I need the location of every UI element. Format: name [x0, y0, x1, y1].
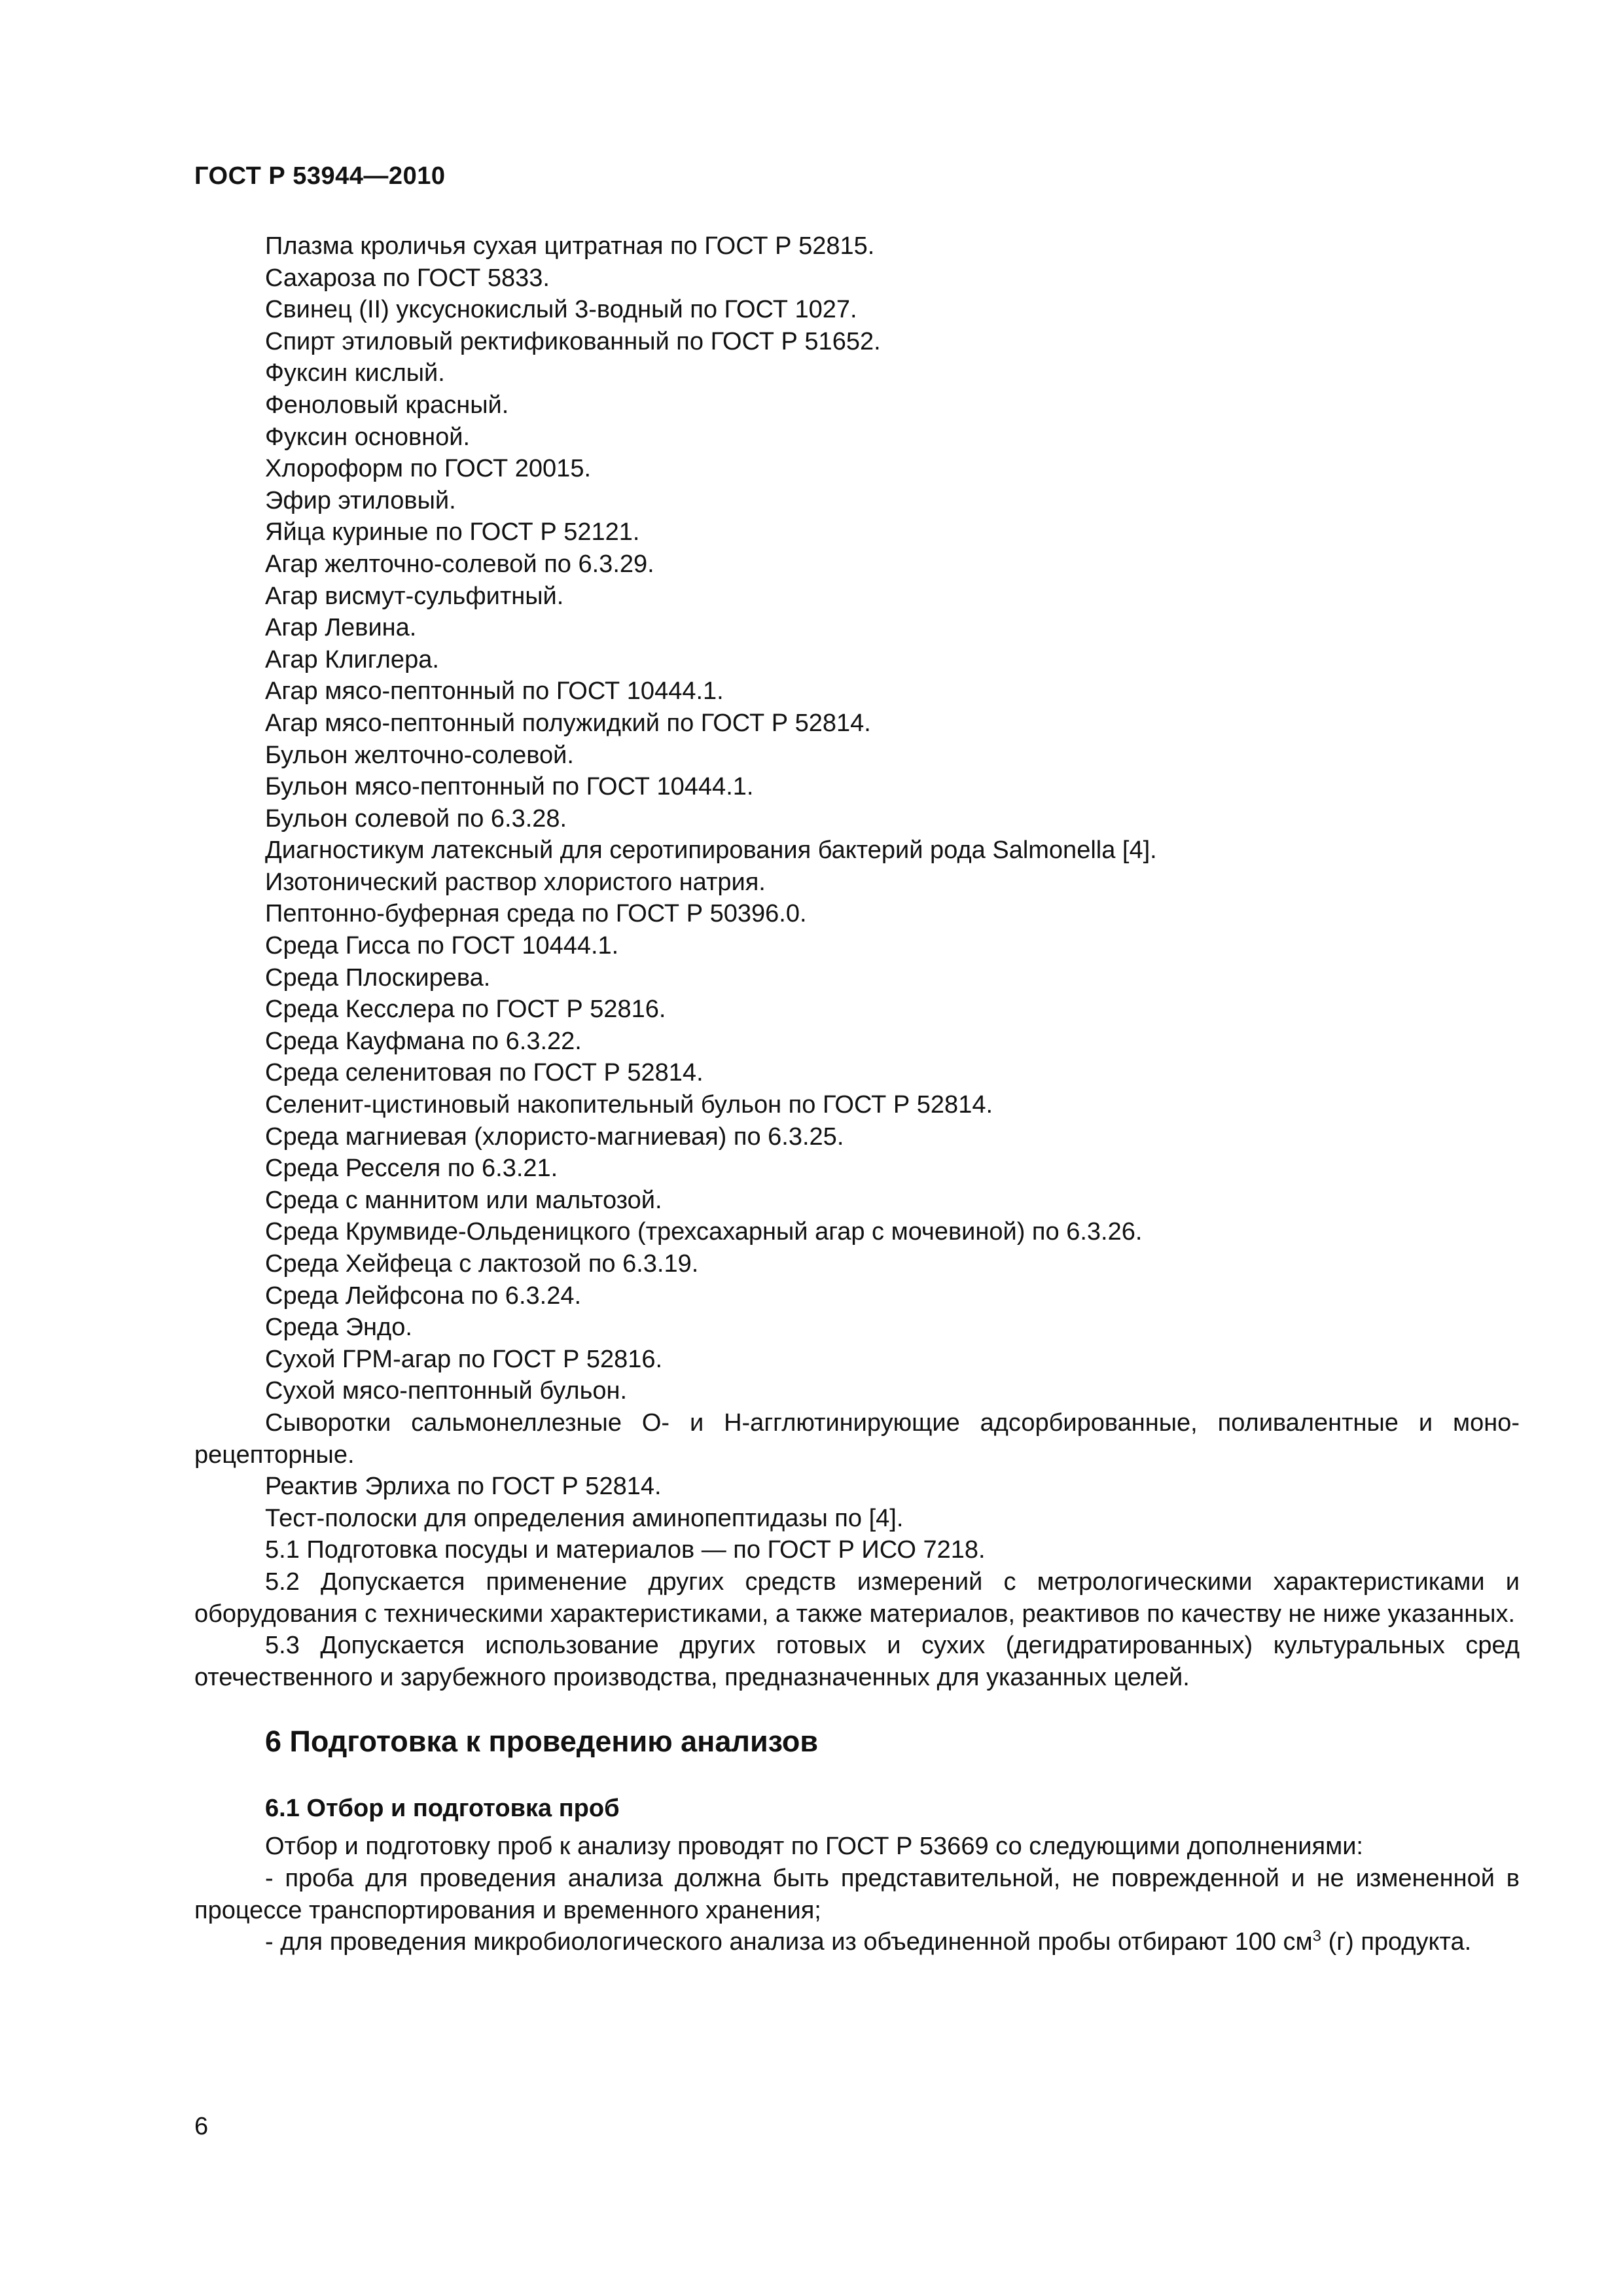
reagent-item: Сухой мясо-пептонный бульон. — [265, 1377, 628, 1405]
reagent-item: Пептонно-буферная среда по ГОСТ Р 50396.0. — [265, 900, 807, 928]
item-2-text-after: (г) продукта. — [1321, 1928, 1472, 1956]
section-6-1-title: 6.1 Отбор и подготовка проб — [265, 1795, 620, 1823]
reagent-item: Среда Лейфсона по 6.3.24. — [265, 1282, 582, 1310]
reagent-item: Селенит-цистиновый накопительный бульон по ГОСТ Р 52814. — [265, 1091, 993, 1119]
reagent-item: Среда Кауфмана по 6.3.22. — [265, 1027, 582, 1055]
reagent-item: Агар Клиглера. — [265, 645, 439, 673]
reagent-item: Среда Эндо. — [265, 1314, 412, 1342]
reagent-list — [194, 230, 1520, 1407]
paragraph-5-2: 5.2 Допускается применение других средств измерений с метрологическими характеристиками и оборудования с техническими характеристиками, а также материалов, реактивов по качеству не ниже указанных. — [194, 1568, 1520, 1628]
reagent-item: Среда селенитовая по ГОСТ Р 52814. — [265, 1059, 704, 1087]
page-number: 6 — [194, 2113, 209, 2140]
reagent-item: Изотонический раствор хлористого натрия. — [265, 868, 766, 896]
reagent-item: Бульон мясо-пептонный по ГОСТ 10444.1. — [265, 773, 754, 801]
reagent-item: Свинец (II) уксуснокислый 3-водный по ГОСТ 1027. — [265, 296, 857, 324]
reagent-item: Спирт этиловый ректификованный по ГОСТ Р 51652. — [265, 327, 881, 355]
paragraph-5-1: 5.1 Подготовка посуды и материалов — по ГОСТ Р ИСО 7218. — [265, 1536, 986, 1564]
reagent-item: Среда с маннитом или мальтозой. — [265, 1186, 662, 1214]
document-header: ГОСТ Р 53944—2010 — [194, 162, 446, 190]
reagent-item: Хлороформ по ГОСТ 20015. — [265, 455, 592, 483]
reagent-item: Реактив Эрлиха по ГОСТ Р 52814. — [265, 1473, 662, 1501]
reagent-item: Феноловый красный. — [265, 391, 509, 419]
reagent-item: Диагностикум латексный для серотипирования бактерий рода Salmonella [4]. — [265, 836, 1157, 865]
reagent-item: Сахароза по ГОСТ 5833. — [265, 264, 550, 292]
reagent-item: Фуксин кислый. — [265, 359, 445, 387]
paragraph-5-3: 5.3 Допускается использование других готовых и сухих (дегидратированных) культуральных сред отечественного и зарубежного производства, предназначенных для указанных целей. — [194, 1632, 1520, 1691]
superscript-3: 3 — [1312, 1927, 1322, 1945]
reagent-list-2 — [194, 1471, 1520, 1534]
reagent-item: Среда Плоскирева. — [265, 963, 491, 992]
reagent-item: Яйца куриные по ГОСТ Р 52121. — [265, 518, 640, 547]
paragraph-6-1-item-2 — [194, 1926, 1520, 1958]
reagent-item: Среда Кесслера по ГОСТ Р 52816. — [265, 996, 666, 1024]
reagent-item: Плазма кроличья сухая цитратная по ГОСТ Р 52815. — [265, 232, 875, 260]
paragraph-6-1-intro: Отбор и подготовку проб к анализу проводят по ГОСТ Р 53669 со следующими дополнениями: — [265, 1833, 1363, 1861]
reagent-item: Агар желточно-солевой по 6.3.29. — [265, 550, 654, 578]
paragraph-6-1-item-1: - проба для проведения анализа должна быть представительной, не поврежденной и не измененной в процессе транспортирования и временного хранения; — [194, 1864, 1520, 1924]
reagent-item: Бульон желточно-солевой. — [265, 741, 574, 769]
paragraph-sera: Сыворотки сальмонеллезные О- и Н-агглютинирующие адсорбированные, поливалентные и моно-рецепторные. — [194, 1408, 1520, 1469]
page-content — [194, 230, 1520, 1958]
reagent-item: Эфир этиловый. — [265, 486, 456, 514]
reagent-item: Среда Ресселя по 6.3.21. — [265, 1155, 558, 1183]
reagent-item: Бульон солевой по 6.3.28. — [265, 804, 567, 833]
reagent-item: Среда Хейфеца с лактозой по 6.3.19. — [265, 1250, 699, 1278]
reagent-item: Тест-полоски для определения аминопептидазы по [4]. — [265, 1504, 904, 1532]
reagent-item: Среда Гисса по ГОСТ 10444.1. — [265, 932, 619, 960]
reagent-item: Агар мясо-пептонный полужидкий по ГОСТ Р 52814. — [265, 709, 871, 737]
section-6-title: 6 Подготовка к проведению анализов — [265, 1725, 819, 1759]
reagent-item: Агар мясо-пептонный по ГОСТ 10444.1. — [265, 677, 724, 706]
reagent-item: Сухой ГРМ-агар по ГОСТ Р 52816. — [265, 1345, 663, 1373]
reagent-item: Среда магниевая (хлористо-магниевая) по 6.3.25. — [265, 1122, 844, 1151]
reagent-item: Агар висмут-сульфитный. — [265, 582, 564, 610]
reagent-item: Агар Левина. — [265, 614, 417, 642]
reagent-item: Фуксин основной. — [265, 423, 471, 451]
reagent-item: Среда Крумвиде-Ольденицкого (трехсахарный агар с мочевиной) по 6.3.26. — [265, 1218, 1143, 1246]
item-2-text-before: - для проведения микробиологического анализа из объединенной пробы отбирают 100 см — [265, 1928, 1313, 1956]
